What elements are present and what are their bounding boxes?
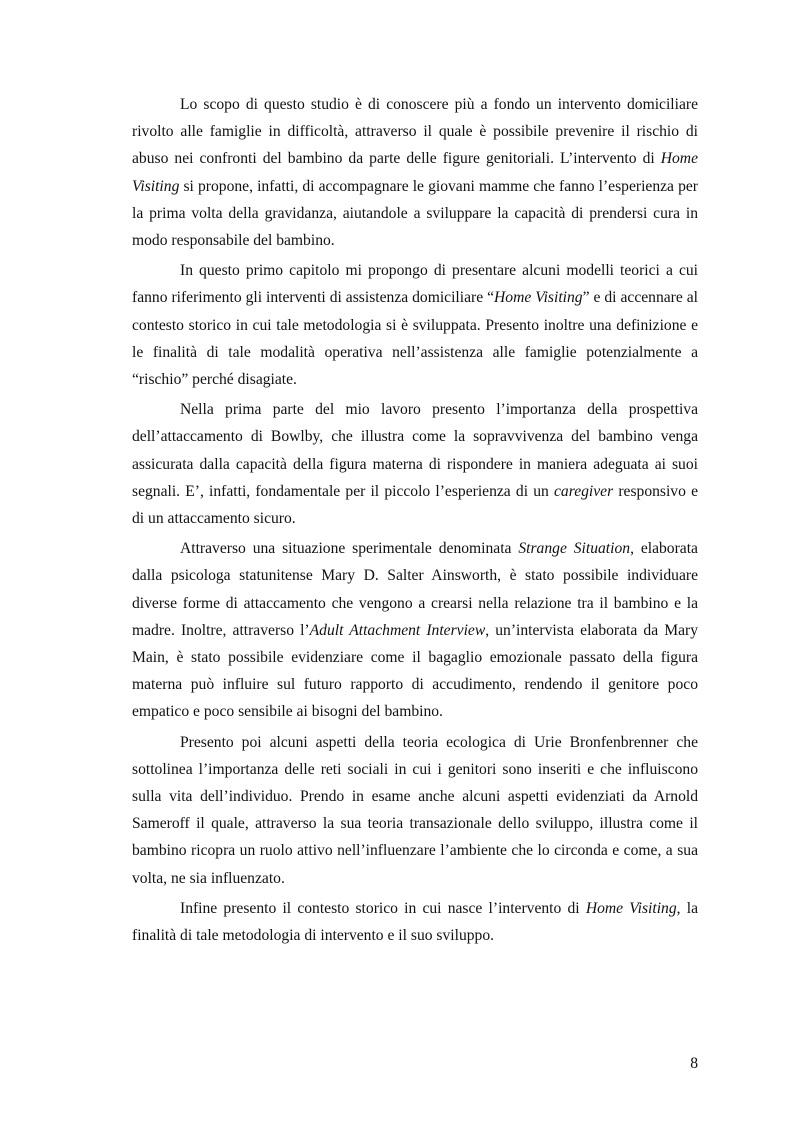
page-number: 8: [690, 1055, 698, 1072]
text-run: Nella prima parte del mio lavoro presento l’importanza della prospettiva dell’attaccamento di Bowlby, che illustra come la sopravvivenza del bambino venga assicurata dalla capacità della figura materna di rispondere in maniera adeguata ai suoi segnali. E’, infatti, fondamentale per il piccolo l’esperienza di un: [132, 401, 698, 500]
italic-term-home-visiting: Home Visiting: [494, 289, 583, 307]
text-run: Infine presento il contesto storico in cui nasce l’intervento di: [180, 899, 586, 917]
text-run: , un’intervista elaborata da Mary Main, è stato possibile evidenziare come il bagaglio emozionale passato della figura materna può influire sul futuro rapporto di accudimento, rendendo il genitore poco empatico e poco sensibile ai bisogni del bambino.: [132, 621, 698, 721]
text-run: Attraverso una situazione sperimentale denominata: [180, 540, 519, 558]
text-run: responsivo e di un attaccamento sicuro.: [132, 482, 698, 528]
paragraph-5: [132, 729, 698, 892]
italic-term-home-visiting: Home Visiting: [585, 899, 677, 917]
paragraph-1: [132, 91, 698, 254]
paragraph-2: [132, 257, 698, 393]
italic-term-caregiver: caregiver: [553, 482, 614, 500]
paragraph-6: [132, 895, 698, 949]
paragraph-4: [132, 535, 698, 725]
text-run: , elaborata dalla psicologa statunitense Mary D. Salter Ainsworth, è stato possibile individuare diverse forme di attaccamento che vengono a crearsi nella relazione tra il bambino e la madre. Inoltre, attraverso l’: [132, 540, 698, 639]
text-run: ” e di accennare al contesto storico in cui tale metodologia si è sviluppata. Presento inoltre una definizione e le finalità di tale modalità operativa nell’assistenza alle famiglie potenzialmente a “rischio” perché disagiate.: [132, 289, 699, 389]
text-run: si propone, infatti, di accompagnare le giovani mamme che fanno l’esperienza per la prima volta della gravidanza, aiutandole a sviluppare la capacità di prendersi cura in modo responsabile del bambino.: [132, 177, 698, 250]
body-text: [132, 91, 698, 952]
italic-term-home-visiting: Home Visiting: [132, 150, 698, 195]
text-run: Presento poi alcuni aspetti della teoria ecologica di Urie Bronfenbrenner che sottolinea l’importanza delle reti sociali in cui i genitori sono inseriti e che influiscono sulla vita dell’individuo. Prendo in esame anche alcuni aspetti evidenziati da Arnold Sameroff il quale, attraverso la sua teoria transazionale dello sviluppo, illustra come il bambino ricopra un ruolo attivo nell’influenzare l’ambiente che lo circonda e come, a sua volta, ne sia influenzato.: [132, 733, 698, 887]
text-run: In questo primo capitolo mi propongo di presentare alcuni modelli teorici a cui fanno riferimento gli interventi di assistenza domiciliare “: [132, 262, 698, 307]
paragraph-3: [132, 396, 698, 532]
text-run: Lo scopo di questo studio è di conoscere più a fondo un intervento domiciliare rivolto alle famiglie in difficoltà, attraverso il quale è possibile prevenire il rischio di abuso nei confronti del bambino da parte delle figure genitoriali. L’intervento di: [132, 96, 698, 168]
italic-term-strange-situation: Strange Situation: [518, 540, 631, 558]
text-run: , la finalità di tale metodologia di intervento e il suo sviluppo.: [132, 899, 698, 945]
italic-term-adult-attachment-interview: Adult Attachment Interview: [309, 621, 486, 639]
